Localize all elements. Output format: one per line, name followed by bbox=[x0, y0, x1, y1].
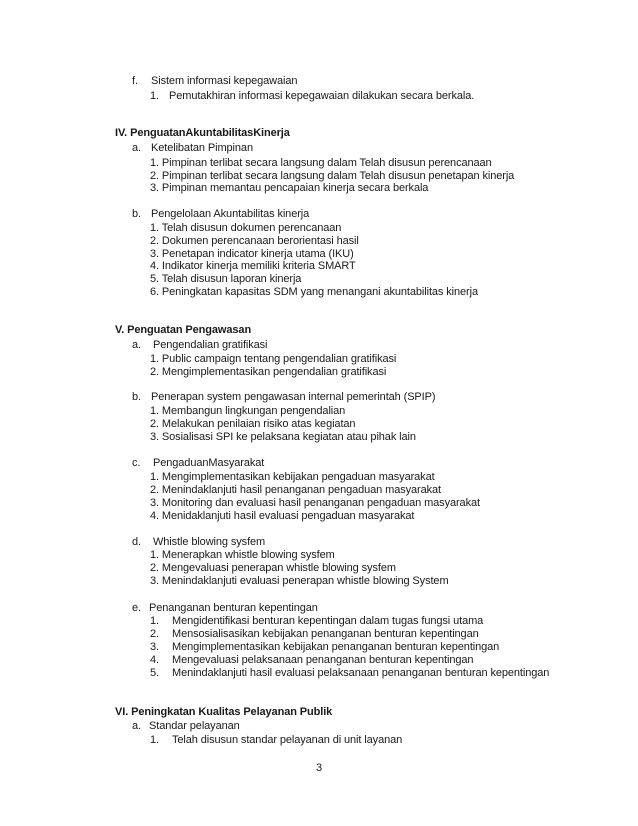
section-iv-a-text: Ketelibatan Pimpinan bbox=[151, 142, 253, 154]
section-v-c bbox=[132, 457, 264, 470]
list-item-number: 3. bbox=[150, 641, 159, 653]
section-iv-b-text: Pengelolaan Akuntabilitas kinerja bbox=[151, 208, 310, 220]
list-item-text: Menindaklanjuti hasil evaluasi pelaksanaan penanganan benturan kepentingan bbox=[172, 667, 550, 679]
list-item-number: 1. bbox=[150, 615, 159, 627]
section-vi-a bbox=[132, 720, 240, 733]
item-f-1 bbox=[150, 90, 474, 103]
list-item-text: Mengidentifikasi benturan kepentingan dalam tugas fungsi utama bbox=[172, 615, 484, 627]
list-item: 4. Indikator kinerja memiliki kriteria SMART bbox=[150, 260, 356, 272]
section-v-c-text: PengaduanMasyarakat bbox=[153, 457, 265, 469]
list-item: 1. Membangun lingkungan pengendalian bbox=[150, 405, 346, 417]
list-item: 2. Pimpinan terlibat secara langsung dalam Telah disusun penetapan kinerja bbox=[150, 170, 515, 182]
section-v-d-text: Whistle blowing sysfem bbox=[153, 536, 266, 548]
list-item: 3. Pimpinan memantau pencapaian kinerja secara berkala bbox=[150, 182, 429, 194]
list-item: 4. Menidaklanjuti hasil evaluasi pengaduan masyarakat bbox=[150, 510, 415, 522]
section-v-a-marker: a. bbox=[132, 339, 141, 351]
section-v-b bbox=[132, 391, 435, 404]
list-item-number: 5. bbox=[150, 667, 159, 679]
section-iv-a-marker: a. bbox=[132, 142, 141, 154]
list-item-text: Mengimplementasikan kebijakan penanganan benturan kepentingan bbox=[172, 641, 500, 653]
list-item-number: 2. bbox=[150, 628, 159, 640]
item-f-1-text: Pemutakhiran informasi kepegawaian dilakukan secara berkala. bbox=[169, 90, 475, 102]
list-item bbox=[150, 641, 499, 654]
list-item: 5. Telah disusun laporan kinerja bbox=[150, 273, 302, 285]
list-item bbox=[150, 667, 549, 680]
list-item: 3. Monitoring dan evaluasi hasil penanganan pengaduan masyarakat bbox=[150, 497, 480, 509]
section-vi-a-text: Standar pelayanan bbox=[149, 720, 240, 732]
list-item: 2. Menindaklanjuti hasil penanganan pengaduan masyarakat bbox=[150, 484, 442, 496]
section-iv-b bbox=[132, 208, 309, 221]
section-v-heading: V. Penguatan Pengawasan bbox=[115, 324, 252, 336]
section-v-b-marker: b. bbox=[132, 391, 141, 403]
list-item: 2. Dokumen perencanaan berorientasi hasil bbox=[150, 235, 359, 247]
list-item-number: 4. bbox=[150, 654, 159, 666]
section-v-e-marker: e. bbox=[132, 602, 141, 614]
list-item: 2. Melakukan penilaian risiko atas kegiatan bbox=[150, 418, 356, 430]
section-vi-heading: VI. Peningkatan Kualitas Pelayanan Publik bbox=[115, 706, 333, 718]
item-f-1-number: 1. bbox=[150, 90, 159, 102]
item-f-text: Sistem informasi kepegawaian bbox=[151, 75, 298, 87]
list-item-text: Mensosialisasikan kebijakan penanganan benturan kepentingan bbox=[172, 628, 479, 640]
list-item bbox=[150, 654, 473, 667]
list-item: 3. Sosialisasi SPI ke pelaksana kegiatan atau pihak lain bbox=[150, 431, 416, 443]
list-item: 1. Telah disusun dokumen perencanaan bbox=[150, 222, 342, 234]
section-vi-a-marker: a. bbox=[132, 720, 141, 732]
section-iv-b-marker: b. bbox=[132, 208, 141, 220]
section-iv-heading: IV. PenguatanAkuntabilitasKinerja bbox=[115, 127, 290, 139]
list-item bbox=[150, 615, 483, 628]
item-f-marker: f. bbox=[132, 75, 138, 87]
section-iv-a bbox=[132, 142, 253, 155]
list-item bbox=[150, 734, 402, 747]
list-item: 1. Public campaign tentang pengendalian gratifikasi bbox=[150, 353, 397, 365]
list-item bbox=[150, 628, 479, 641]
section-v-e-text: Penanganan benturan kepentingan bbox=[149, 602, 318, 614]
section-v-a bbox=[132, 339, 267, 352]
list-item: 1. Mengimplementasikan kebijakan pengaduan masyarakat bbox=[150, 471, 435, 483]
list-item-number: 1. bbox=[150, 734, 159, 746]
list-item: 2. Mengimplementasikan pengendalian gratifikasi bbox=[150, 366, 387, 378]
page-number: 3 bbox=[315, 762, 323, 774]
item-f bbox=[132, 75, 297, 88]
list-item: 3. Penetapan indicator kinerja utama (IKU) bbox=[150, 248, 354, 260]
list-item: 1. Pimpinan terlibat secara langsung dalam Telah disusun perencanaan bbox=[150, 157, 492, 169]
section-v-c-marker: c. bbox=[132, 457, 141, 469]
list-item: 6. Peningkatan kapasitas SDM yang menangani akuntabilitas kinerja bbox=[150, 286, 478, 298]
list-item: 2. Mengevaluasi penerapan whistle blowing sysfem bbox=[150, 562, 396, 574]
section-v-a-text: Pengendalian gratifikasi bbox=[153, 339, 268, 351]
section-v-b-text: Penerapan system pengawasan internal pemerintah (SPIP) bbox=[151, 391, 436, 403]
list-item: 1. Menerapkan whistle blowing sysfem bbox=[150, 549, 335, 561]
section-v-d-marker: d. bbox=[132, 536, 141, 548]
list-item: 3. Menindaklanjuti evaluasi penerapan whistle blowing System bbox=[150, 575, 449, 587]
section-v-d bbox=[132, 536, 265, 549]
list-item-text: Mengevaluasi pelaksanaan penanganan benturan kepentingan bbox=[172, 654, 474, 666]
list-item-text: Telah disusun standar pelayanan di unit layanan bbox=[172, 734, 403, 746]
section-v-e bbox=[132, 602, 318, 615]
